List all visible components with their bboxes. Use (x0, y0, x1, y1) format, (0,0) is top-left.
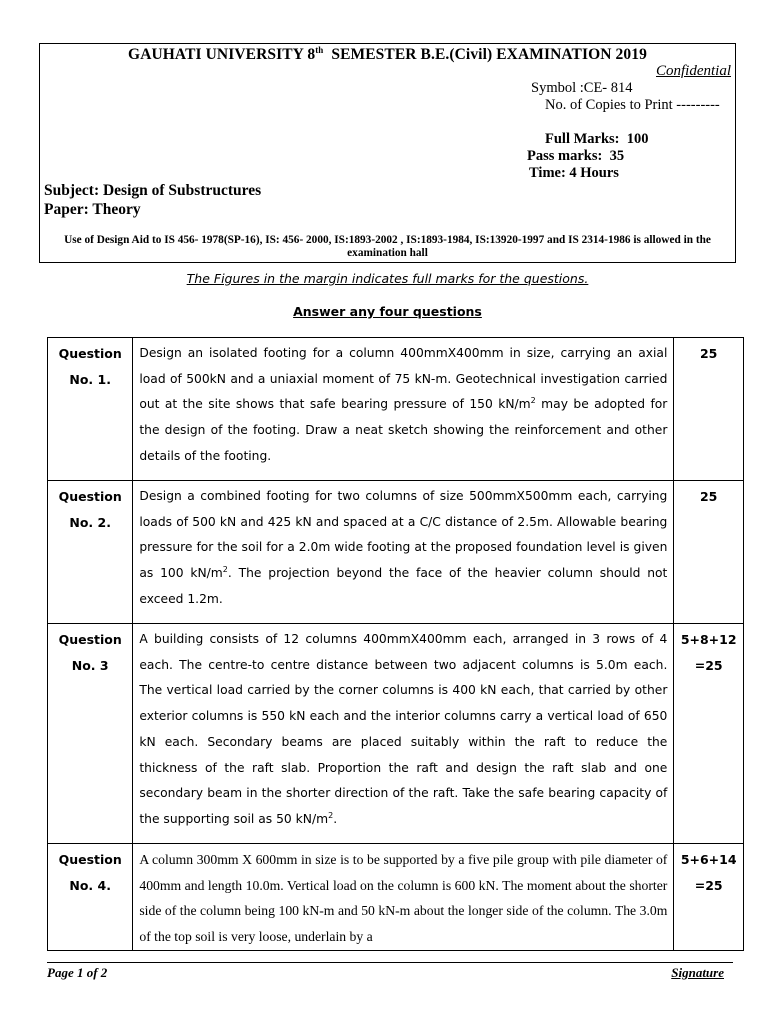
questions-table (47, 337, 744, 951)
question-label: Question No. 4. (48, 844, 133, 951)
question-row (48, 481, 744, 624)
question-text: A building consists of 12 columns 400mmX400mm each, arranged in 3 rows of 4 each. The centre-to centre distance between two adjacent columns is 5.0m each. The vertical load carried by the corner columns is 400 kN each, that carried by other exterior columns is 550 kN each and the interior columns carry a vertical load of 650 kN each. Secondary beams are placed suitably within the raft to reduce the thickness of the raft slab. Proportion the raft and design the raft slab and one secondary beam in the shorter direction of the raft. Take the safe bearing capacity of the supporting soil as 50 $kN/m^2$. (133, 624, 674, 844)
question-marks: 25 (674, 338, 744, 481)
exam-header-box (39, 43, 736, 263)
question-label: Question No. 1. (48, 338, 133, 481)
exam-time: Time: 4 Hours (529, 165, 619, 181)
pass-marks: Pass marks: 35 (527, 148, 625, 164)
subject: Subject: Design of Substructures (44, 182, 262, 199)
question-label: Question No. 3 (48, 624, 133, 844)
page-number: Page 1 of 2 (47, 965, 108, 980)
copies-to-print: No. of Copies to Print --------- (545, 97, 720, 113)
footer-divider (47, 962, 733, 963)
confidential-label: Confidential (656, 63, 731, 79)
question-row (48, 844, 744, 951)
question-label: Question No. 2. (48, 481, 133, 624)
question-marks: 5+6+14 =25 (674, 844, 744, 951)
full-marks: Full Marks: 100 (545, 131, 649, 147)
question-row (48, 624, 744, 844)
question-text: Design an isolated footing for a column 400mmX400mm in size, carrying an axial load of 500kN and a uniaxial moment of 75 kN-m. Geotechnical investigation carried out at the site shows that safe bearing pressure of 150 $kN/m^2$ may be adopted for the design of the footing. Draw a neat sketch showing the reinforcement and other details of the footing. (133, 338, 674, 481)
exam-title: GAUHATI UNIVERSITY 8th SEMESTER B.E.(Civil) EXAMINATION 2019 (128, 45, 647, 64)
question-text: A column 300mm X 600mm in size is to be supported by a five pile group with pile diameter of 400mm and length 10.0m. Vertical load on the column is 600 kN. The moment about the shorter side of the column being 100 kN-m and 50 kN-m about the longer side of the column. The 3.0m of the top soil is very loose, underlain by a (133, 844, 674, 951)
figures-note: The Figures in the margin indicates full marks for the questions. (186, 271, 589, 286)
answer-instruction: Answer any four questions (293, 304, 482, 319)
question-text: Design a combined footing for two columns of size 500mmX500mm each, carrying loads of 500 kN and 425 kN and spaced at a C/C distance of 2.5m. Allowable bearing pressure for the soil for a 2.0m wide footing at the proposed foundation level is given as 100 $kN/m^2$. The projection beyond the face of the heavier column should not exceed 1.2m. (133, 481, 674, 624)
design-aid-note: Use of Design Aid to IS 456- 1978(SP-16), IS: 456- 2000, IS:1893-2002 , IS:1893-1984, IS:13920-1997 and IS 2314-1986 is allowed in the examination hall (64, 234, 711, 259)
question-marks: 25 (674, 481, 744, 624)
question-marks: 5+8+12 =25 (674, 624, 744, 844)
symbol-code: Symbol :CE- 814 (531, 80, 633, 96)
question-row (48, 338, 744, 481)
signature-label: Signature (671, 965, 724, 980)
paper-type: Paper: Theory (44, 201, 141, 218)
